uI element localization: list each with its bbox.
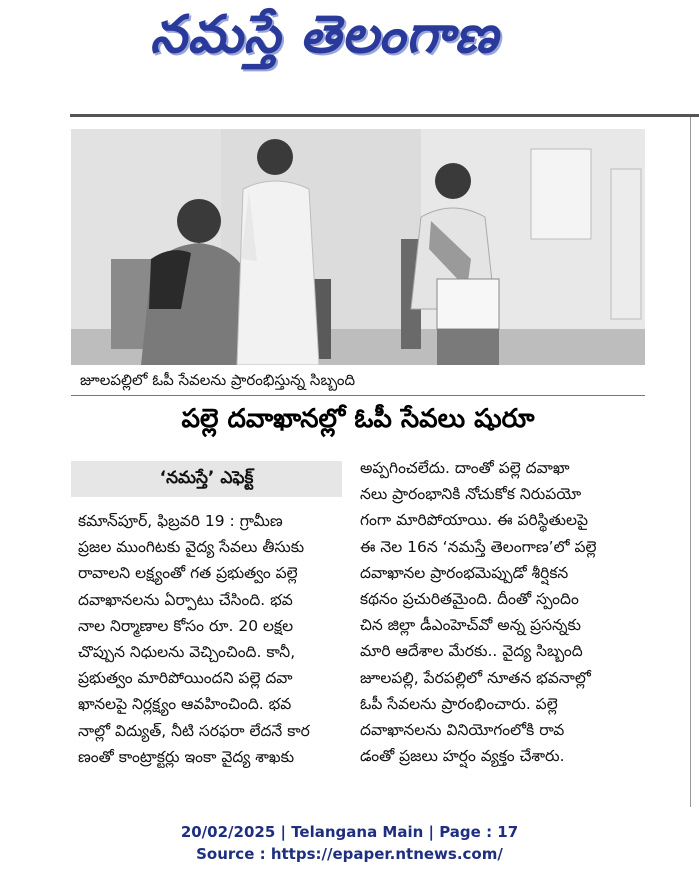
photo-illustration [71,129,645,365]
text-line: నలు ప్రారంభానికి నోచుకోక నిరుపయో [360,485,582,504]
text-line: ప్రజల ముంగిటకు వైద్య సేవలు తీసుకు [78,538,305,557]
text-line: చొప్పున నిధులను వెచ్చించింది. కానీ, [78,643,296,662]
text-line: దవాఖానలను వినియోగంలోకి రావ [360,721,565,740]
text-line: ణంతో కాంట్రాక్టర్లు ఇంకా వైద్య శాఖకు [78,747,295,766]
masthead-rule [70,114,699,117]
text-line: రావాలని లక్ష్యంతో గత ప్రభుత్వం పల్లె [78,564,298,583]
text-line: డంతో ప్రజలు హర్షం వ్యక్తం చేశారు. [360,747,565,766]
text-line: నాల్లో విద్యుత్, నీటి సరఫరా లేదనే కార [78,721,310,740]
text-line: దవాఖానల ప్రారంభమెప్పుడో శీర్షికన [360,563,569,582]
masthead-title: నమస్తే తెలంగాణ [150,4,499,65]
news-photo [71,129,645,365]
text-line: మారి ఆదేశాల మేరకు.. వైద్య సిబ్బంది [360,642,583,661]
text-line: జూలపల్లి, పేరపల్లిలో నూతన భవనాల్లో [360,668,591,687]
text-line: కథనం ప్రచురితమైంది. దీంతో స్పందిం [360,590,579,609]
text-line: ఓపీ సేవలను ప్రారంభించారు. పల్లె [360,694,558,713]
article-column-right [360,455,643,769]
text-line: అప్పగించలేదు. దాంతో పల్లె దవాఖా [360,459,570,477]
text-line: ఖానలపై నిర్లక్ష్యం ఆవహించింది. భవ [78,695,292,714]
text-line: చిన జిల్లా డీఎంహెచ్‌వో అన్న ప్రసన్నకు [360,616,581,635]
masthead [0,0,699,110]
effect-sidebox [71,461,342,497]
article-column-left [78,508,343,770]
text-line: దవాఖానలను ఏర్పాటు చేసింది. భవ [78,590,293,609]
footer-date-page: 20/02/2025 | Telangana Main | Page : 17 [180,823,519,841]
text-line: నాల నిర్మాణాల కోసం రూ. 20 లక్షల [78,616,294,635]
caption-rule [71,395,645,396]
article-headline: పల్లె దవాఖానల్లో ఓపీ సేవలు షురూ [181,404,535,434]
text-line: కమాన్‌పూర్, ఫిబ్రవరి 19 : గ్రామీణ [78,512,283,530]
footer-source-link[interactable]: Source : https://epaper.ntnews.com/ [196,845,503,863]
sidebox-label: ‘నమస్తే’ ఎఫెక్ట్ [159,468,254,488]
text-line: ఈ నెల 16న ‘నమస్తే తెలంగాణ’లో పల్లె [360,537,597,556]
text-line: గంగా మారిపోయాయి. ఈ పరిస్థితులపై [360,511,588,530]
text-line: ప్రభుత్వం మారిపోయిందని పల్లె దవా [78,669,293,688]
page-edge-rule [690,117,691,807]
photo-caption: జూలపల్లిలో ఓపీ సేవలను ప్రారంభిస్తున్న సిబ్బంది [80,371,356,389]
